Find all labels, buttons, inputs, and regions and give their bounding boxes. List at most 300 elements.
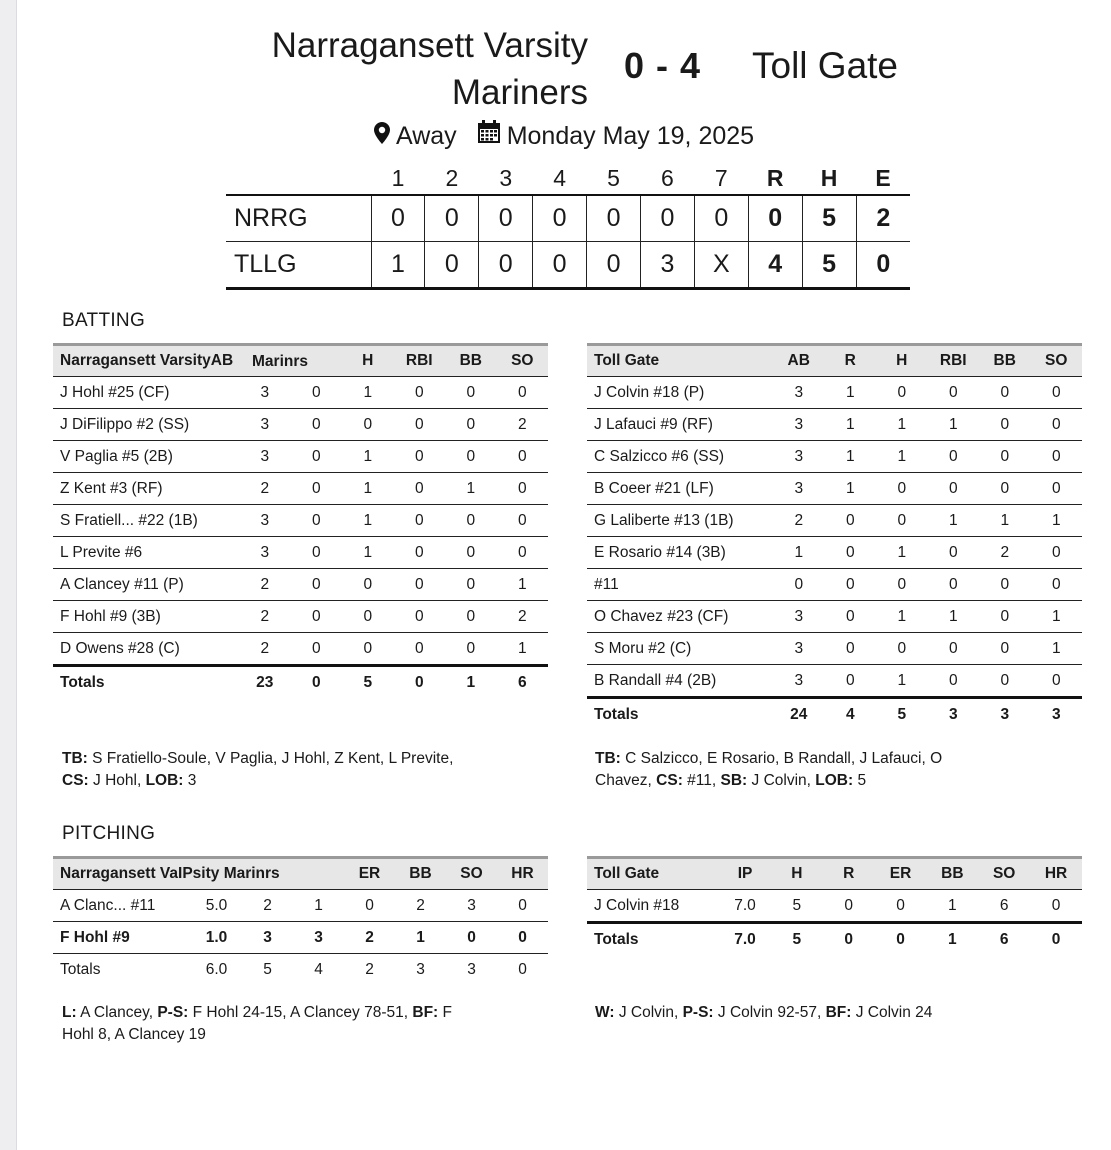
linescore-header-cell: 6 xyxy=(661,165,674,191)
table-header-row xyxy=(587,858,1082,890)
linescore-header-cell: 1 xyxy=(391,165,405,191)
calendar-icon xyxy=(477,119,501,153)
totals-row xyxy=(587,923,1082,956)
col-header: BB xyxy=(395,858,446,890)
stat-cell: 3 xyxy=(773,377,825,409)
stat-cell: 1 xyxy=(342,441,394,473)
stat-cell: 3 xyxy=(416,960,425,978)
player-row xyxy=(587,665,1082,698)
pitcher-row xyxy=(53,922,548,954)
stat-cell: 3 xyxy=(979,698,1031,731)
linescore-row xyxy=(226,195,910,242)
stat-cell: 0 xyxy=(928,633,980,665)
stat-cell: 1 xyxy=(1031,601,1083,633)
stat-cell: 0 xyxy=(518,960,527,978)
note-label: P-S: xyxy=(682,1004,714,1021)
stat-cell: 0 xyxy=(445,537,497,569)
batting-away-notes xyxy=(595,748,1075,792)
note-text: S Fratiello-Soule, V Paglia, J Hohl, Z Kent, L Previte, xyxy=(87,750,454,767)
stat-cell: 3 xyxy=(239,505,291,537)
stat-cell: 0 xyxy=(445,505,497,537)
stat-cell: 0 xyxy=(876,377,928,409)
col-header: SO xyxy=(1031,345,1083,377)
stat-cell: 1 xyxy=(928,409,980,441)
stat-cell: 23 xyxy=(239,666,291,699)
stat-cell: 0 xyxy=(979,569,1031,601)
stat-cell: 0 xyxy=(928,441,980,473)
stat-cell: F Hohl #9 xyxy=(53,922,191,954)
stat-cell: 0 xyxy=(844,930,853,948)
col-header: BB xyxy=(445,345,497,377)
stat-cell: 0 xyxy=(497,441,549,473)
stat-cell: 0 xyxy=(291,505,343,537)
stat-cell: 0 xyxy=(291,377,343,409)
stat-cell: 0 xyxy=(825,633,877,665)
inning-cell: 0 xyxy=(694,195,748,242)
team-header-overlap-text: Marinrs xyxy=(252,353,308,370)
stat-cell: 0 xyxy=(291,473,343,505)
linescore-table xyxy=(226,163,910,290)
player-name: L Previte #6 xyxy=(53,537,239,569)
stat-cell: 4 xyxy=(314,960,323,978)
note-text: 5 xyxy=(853,772,867,789)
linescore-header-cell: 4 xyxy=(553,165,567,191)
stat-cell: 0 xyxy=(445,569,497,601)
player-name: #11 xyxy=(587,569,773,601)
hits-cell: 5 xyxy=(802,242,856,289)
stat-cell: 1 xyxy=(342,377,394,409)
note-label: BF: xyxy=(412,1004,439,1021)
stat-cell: 0 xyxy=(291,601,343,633)
stat-cell: 0 xyxy=(497,890,548,922)
note-label: W: xyxy=(595,1004,615,1021)
away-team-name: Toll Gate xyxy=(752,45,899,86)
note-label: TB: xyxy=(62,750,88,767)
stat-cell: 7.0 xyxy=(734,930,756,948)
stat-cell: 0 xyxy=(979,633,1031,665)
note-label: CS: xyxy=(62,772,89,789)
stat-cell: 6 xyxy=(497,666,549,699)
stat-cell: 3 xyxy=(773,665,825,698)
stat-cell: 0 xyxy=(394,505,446,537)
team-header: Toll Gate xyxy=(587,858,719,890)
table-header-row xyxy=(53,858,548,890)
linescore-header-cell: 7 xyxy=(714,165,728,191)
home-team-line1: Narragansett Varsity xyxy=(271,26,588,65)
stat-cell: 3 xyxy=(239,441,291,473)
player-name: S Fratiell... #22 (1B) xyxy=(53,505,239,537)
pitching-away-notes xyxy=(595,1002,1075,1024)
inning-cell: 0 xyxy=(533,242,587,289)
stat-cell: 3 xyxy=(773,441,825,473)
stat-cell: 0 xyxy=(497,473,549,505)
stat-cell: 0 xyxy=(876,569,928,601)
stat-cell: J Colvin #18 xyxy=(587,890,719,923)
col-header: H xyxy=(342,345,394,377)
stat-cell: 2 xyxy=(242,890,293,922)
stat-cell: 0 xyxy=(394,409,446,441)
player-name: B Randall #4 (2B) xyxy=(587,665,773,698)
stat-cell: 0 xyxy=(291,569,343,601)
stat-cell: 5.0 xyxy=(191,890,242,922)
stat-cell: 0 xyxy=(928,473,980,505)
stat-cell: 0 xyxy=(1031,569,1083,601)
player-name: J Hohl #25 (CF) xyxy=(53,377,239,409)
note-label: LOB: xyxy=(145,772,184,789)
stat-cell: 2 xyxy=(395,890,446,922)
player-row xyxy=(53,377,548,409)
team-header: Narragansett VaIPsity Marinrs xyxy=(53,858,344,890)
stat-cell: 1 xyxy=(342,505,394,537)
stat-cell: 0 xyxy=(825,505,877,537)
stat-cell: 0 xyxy=(928,377,980,409)
col-header: SO xyxy=(497,345,549,377)
note-label: LOB: xyxy=(815,772,854,789)
note-label: L: xyxy=(62,1004,77,1021)
stat-cell: 0 xyxy=(1031,665,1083,698)
stat-cell: 0 xyxy=(342,409,394,441)
inning-cell: 0 xyxy=(425,242,479,289)
stat-cell: 1 xyxy=(395,922,446,954)
stat-cell: 0 xyxy=(344,890,395,922)
player-name: B Coeer #21 (LF) xyxy=(587,473,773,505)
stat-cell: 1 xyxy=(445,473,497,505)
stat-cell: 0 xyxy=(773,569,825,601)
stat-cell: 3 xyxy=(467,960,476,978)
linescore-header-cell: 2 xyxy=(445,165,459,191)
stat-cell: 3 xyxy=(446,890,497,922)
stat-cell: 0 xyxy=(928,665,980,698)
stat-cell: 0 xyxy=(394,473,446,505)
stat-cell: 2 xyxy=(239,601,291,633)
stat-cell: 1 xyxy=(876,601,928,633)
stat-cell: 0 xyxy=(1031,409,1083,441)
stat-cell: 1 xyxy=(876,537,928,569)
inning-cell: 0 xyxy=(479,242,533,289)
hits-cell: 5 xyxy=(802,195,856,242)
runs-cell: 4 xyxy=(748,242,802,289)
note-label: BF: xyxy=(825,1004,852,1021)
stat-cell: 2 xyxy=(239,633,291,666)
note-text: J Colvin 24 xyxy=(851,1004,933,1021)
stat-cell: 1 xyxy=(926,890,978,923)
stat-cell: 0 xyxy=(825,537,877,569)
stat-cell: 1 xyxy=(497,633,549,666)
stat-cell: 0 xyxy=(1031,473,1083,505)
linescore-row xyxy=(226,242,910,289)
col-header: IP xyxy=(719,858,771,890)
stat-cell: 2 xyxy=(344,922,395,954)
stat-cell: 0 xyxy=(394,441,446,473)
stat-cell: 2 xyxy=(239,473,291,505)
note-text: Hohl 8, A Clancey 19 xyxy=(62,1026,206,1043)
stat-cell: 0 xyxy=(1030,890,1082,923)
linescore-header-cell: H xyxy=(820,165,838,191)
stat-cell: 0 xyxy=(497,505,549,537)
stat-cell: 1 xyxy=(825,473,877,505)
stat-cell: 1 xyxy=(928,505,980,537)
note-text: 3 xyxy=(183,772,197,789)
stat-cell: 3 xyxy=(239,409,291,441)
home-team-name xyxy=(226,22,588,116)
linescore-team: TLLG xyxy=(226,242,371,289)
player-row xyxy=(53,473,548,505)
col-header: RBI xyxy=(394,345,446,377)
stat-cell: 0 xyxy=(291,441,343,473)
runs-cell: 0 xyxy=(748,195,802,242)
inning-cell: 0 xyxy=(587,242,641,289)
stat-cell: 2 xyxy=(365,960,374,978)
col-header: R xyxy=(823,858,875,890)
player-row xyxy=(587,633,1082,665)
stat-cell: 1 xyxy=(293,890,344,922)
inning-cell: X xyxy=(694,242,748,289)
stat-cell: 0 xyxy=(342,569,394,601)
player-row xyxy=(587,537,1082,569)
stat-cell: 0 xyxy=(979,377,1031,409)
stat-cell: 3 xyxy=(773,601,825,633)
stat-cell: 6.0 xyxy=(205,960,228,978)
linescore-header xyxy=(226,163,910,195)
stat-cell: 0 xyxy=(1051,930,1061,948)
stat-cell: 2 xyxy=(239,569,291,601)
player-name: Z Kent #3 (RF) xyxy=(53,473,239,505)
table-header-row xyxy=(587,345,1082,377)
stat-cell: 0 xyxy=(1031,377,1083,409)
stat-cell: Totals xyxy=(53,666,239,699)
stat-cell: 0 xyxy=(445,377,497,409)
pitching-home-table xyxy=(53,856,548,985)
note-text: J Colvin 92-57, xyxy=(713,1004,826,1021)
stat-cell: 5 xyxy=(771,890,823,923)
game-meta xyxy=(374,119,754,153)
stat-cell: 1 xyxy=(825,441,877,473)
batting-home-table xyxy=(53,343,548,698)
stat-cell: 0 xyxy=(394,377,446,409)
stat-cell: 1 xyxy=(876,409,928,441)
stat-cell: 0 xyxy=(394,666,446,699)
stat-cell: 5 xyxy=(263,960,272,978)
player-row xyxy=(53,633,548,666)
linescore-team: NRRG xyxy=(226,195,371,242)
totals-row xyxy=(587,698,1082,731)
note-text: J Colvin, xyxy=(614,1004,683,1021)
player-name: J DiFilippo #2 (SS) xyxy=(53,409,239,441)
stat-cell: Totals xyxy=(587,698,773,731)
totals-row xyxy=(53,666,548,699)
stat-cell: 1 xyxy=(928,601,980,633)
note-text: #11, xyxy=(682,772,721,789)
player-row xyxy=(53,537,548,569)
col-header: H xyxy=(876,345,928,377)
stat-cell: 0 xyxy=(825,569,877,601)
game-date: Monday May 19, 2025 xyxy=(506,122,755,150)
stat-cell: 3 xyxy=(1031,698,1083,731)
col-header: H xyxy=(771,858,823,890)
player-name: E Rosario #14 (3B) xyxy=(587,537,773,569)
note-text: C Salzicco, E Rosario, B Randall, J Lafauci, O xyxy=(620,750,943,767)
stat-cell: 1 xyxy=(979,505,1031,537)
stat-cell: 1 xyxy=(773,537,825,569)
inning-cell: 0 xyxy=(371,195,425,242)
team-header xyxy=(53,345,342,377)
player-row xyxy=(53,505,548,537)
stat-cell: 0 xyxy=(445,601,497,633)
stat-cell: 0 xyxy=(825,665,877,698)
stat-cell: 1 xyxy=(876,441,928,473)
player-row xyxy=(587,601,1082,633)
linescore-header-cell: 5 xyxy=(607,165,620,191)
stat-cell: 1 xyxy=(1031,505,1083,537)
stat-cell: 0 xyxy=(979,473,1031,505)
player-row xyxy=(587,569,1082,601)
stat-cell: 0 xyxy=(1031,441,1083,473)
col-header: R xyxy=(825,345,877,377)
stat-cell: 0 xyxy=(896,930,905,948)
stat-cell: 1 xyxy=(825,377,877,409)
stat-cell: 3 xyxy=(239,377,291,409)
linescore-header-cell xyxy=(226,163,371,195)
stat-cell: 2 xyxy=(497,409,549,441)
stat-cell: 0 xyxy=(394,633,446,666)
player-name: A Clancey #11 (P) xyxy=(53,569,239,601)
stat-cell: 3 xyxy=(293,922,344,954)
stat-cell: 2 xyxy=(773,505,825,537)
stat-cell: 0 xyxy=(394,601,446,633)
player-row xyxy=(53,409,548,441)
pitcher-row xyxy=(587,890,1082,923)
location-text: Away xyxy=(396,122,457,150)
player-name: V Paglia #5 (2B) xyxy=(53,441,239,473)
stat-cell: 0 xyxy=(497,537,549,569)
note-text: J Hohl, xyxy=(88,772,146,789)
col-header: BB xyxy=(926,858,978,890)
inning-cell: 3 xyxy=(640,242,694,289)
batting-away-table xyxy=(587,343,1082,730)
stat-cell: 6 xyxy=(999,930,1009,948)
player-name: G Laliberte #13 (1B) xyxy=(587,505,773,537)
col-header: ER xyxy=(344,858,395,890)
col-header: HR xyxy=(497,858,548,890)
stat-cell: 0 xyxy=(497,922,548,954)
table-header-row xyxy=(53,345,548,377)
stat-cell: 2 xyxy=(979,537,1031,569)
stat-cell: 3 xyxy=(773,633,825,665)
col-header: AB xyxy=(773,345,825,377)
stat-cell: 1 xyxy=(1031,633,1083,665)
stat-cell: 0 xyxy=(394,537,446,569)
player-name: J Lafauci #9 (RF) xyxy=(587,409,773,441)
inning-cell: 0 xyxy=(479,195,533,242)
stat-cell: 0 xyxy=(928,537,980,569)
inning-cell: 0 xyxy=(587,195,641,242)
stat-cell: 1.0 xyxy=(191,922,242,954)
stat-cell: 3 xyxy=(773,409,825,441)
stat-cell: 0 xyxy=(979,441,1031,473)
stat-cell: 0 xyxy=(291,633,343,666)
note-label: P-S: xyxy=(157,1004,189,1021)
player-name: F Hohl #9 (3B) xyxy=(53,601,239,633)
stat-cell: 0 xyxy=(342,633,394,666)
note-text: Chavez, xyxy=(595,772,657,789)
stat-cell: 0 xyxy=(979,665,1031,698)
batting-home-notes xyxy=(62,748,557,792)
pitching-home-notes xyxy=(62,1002,557,1046)
stat-cell: 0 xyxy=(928,569,980,601)
stat-cell: 5 xyxy=(342,666,394,699)
stat-cell: 0 xyxy=(445,409,497,441)
player-name: D Owens #28 (C) xyxy=(53,633,239,666)
stat-cell: 3 xyxy=(773,473,825,505)
player-row xyxy=(587,409,1082,441)
inning-cell: 0 xyxy=(425,195,479,242)
team-header-text: Narragansett VarsityAB xyxy=(60,352,234,369)
window-left-edge xyxy=(0,0,17,1150)
stat-cell: 0 xyxy=(291,666,343,699)
pitcher-row xyxy=(53,890,548,922)
stat-cell: 0 xyxy=(497,377,549,409)
stat-cell: 2 xyxy=(497,601,549,633)
note-label: CS: xyxy=(656,772,683,789)
stat-cell: 0 xyxy=(876,505,928,537)
final-score: 0 - 4 xyxy=(624,45,702,86)
stat-cell: 0 xyxy=(445,633,497,666)
stat-cell: 0 xyxy=(875,890,927,923)
player-name: S Moru #2 (C) xyxy=(587,633,773,665)
stat-cell: 0 xyxy=(823,890,875,923)
stat-cell: 0 xyxy=(876,633,928,665)
team-header: Toll Gate xyxy=(587,345,773,377)
stat-cell: 1 xyxy=(876,665,928,698)
stat-cell: 1 xyxy=(825,409,877,441)
stat-cell: A Clanc... #11 xyxy=(53,890,191,922)
col-header: SO xyxy=(978,858,1030,890)
player-row xyxy=(53,569,548,601)
linescore-header-cell: E xyxy=(875,165,891,191)
errors-cell: 2 xyxy=(856,195,910,242)
stat-cell: 3 xyxy=(239,537,291,569)
pitching-section-title: PITCHING xyxy=(62,823,156,844)
col-header: BB xyxy=(979,345,1031,377)
stat-cell: 0 xyxy=(1031,537,1083,569)
note-text: F Hohl 24-15, A Clancey 78-51, xyxy=(188,1004,413,1021)
inning-cell: 0 xyxy=(640,195,694,242)
linescore-header-cell: 3 xyxy=(499,165,513,191)
stat-cell: 0 xyxy=(291,409,343,441)
stat-cell: 4 xyxy=(825,698,877,731)
note-text: J Colvin, xyxy=(747,772,816,789)
stat-cell: 0 xyxy=(979,409,1031,441)
stat-cell: 1 xyxy=(342,537,394,569)
player-name: C Salzicco #6 (SS) xyxy=(587,441,773,473)
stat-cell: 0 xyxy=(445,441,497,473)
player-row xyxy=(53,441,548,473)
stat-cell: 24 xyxy=(773,698,825,731)
player-row xyxy=(587,377,1082,409)
player-name: J Colvin #18 (P) xyxy=(587,377,773,409)
stat-cell: 1 xyxy=(445,666,497,699)
col-header: SO xyxy=(446,858,497,890)
pitching-away-table xyxy=(587,856,1082,955)
player-row xyxy=(587,473,1082,505)
stat-cell: 5 xyxy=(792,930,802,948)
stat-cell: 0 xyxy=(342,601,394,633)
stat-cell: 0 xyxy=(394,569,446,601)
stat-cell: 0 xyxy=(876,473,928,505)
player-row xyxy=(53,601,548,633)
col-header: ER xyxy=(875,858,927,890)
stat-cell: 1 xyxy=(342,473,394,505)
